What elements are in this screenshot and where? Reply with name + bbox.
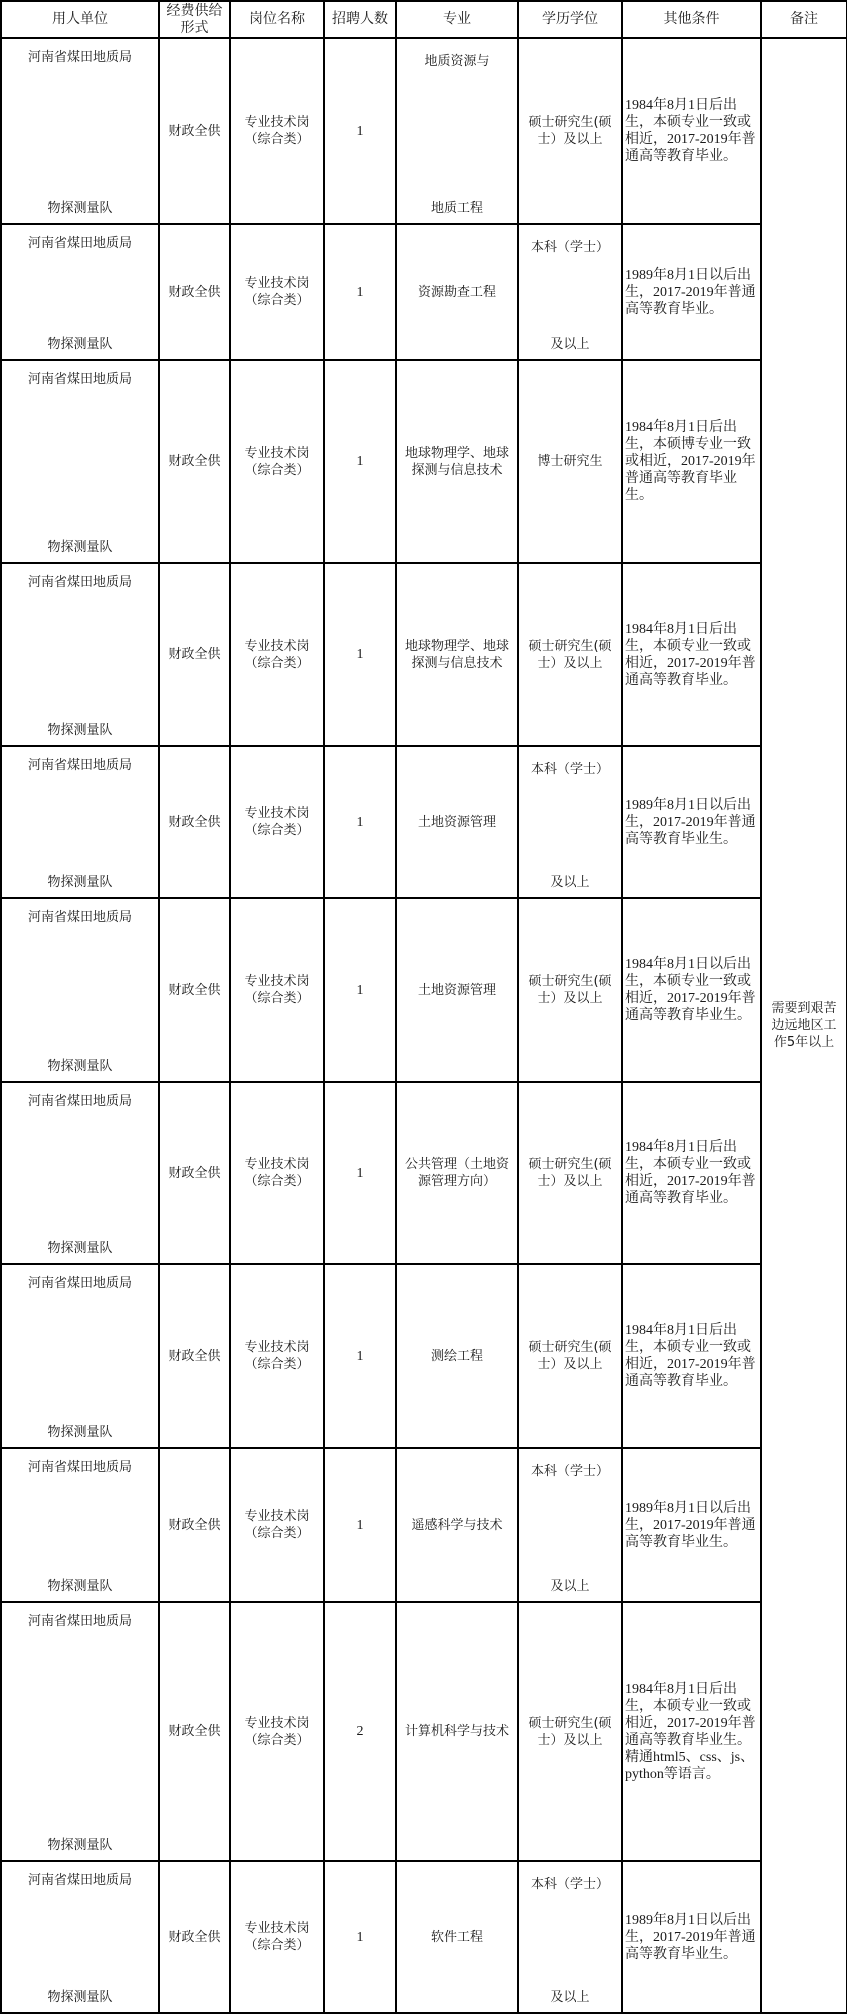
conditions-cell: 1989年8月1日以后出生，2017-2019年普通高等教育毕业生。 [622,1861,761,2013]
funding-cell: 财政全供 [159,38,230,224]
degree-cell [518,898,622,1082]
unit-name: 河南省煤田地质局 [27,372,132,387]
unit-name: 河南省煤田地质局 [27,1873,132,1888]
count-cell: 1 [324,1448,396,1602]
degree-text: 本科（学士） [530,1464,609,1479]
header-count: 招聘人数 [324,1,396,38]
major-text: 软件工程 [430,1929,483,1945]
unit-team: 物探测量队 [47,1241,113,1256]
unit-team: 物探测量队 [47,875,113,890]
count-cell: 1 [324,1082,396,1264]
major-cell [396,1082,518,1264]
degree-text: 硕士研究生(硕士）及以上 [528,1157,612,1189]
unit-cell [1,1264,159,1448]
unit-name: 河南省煤田地质局 [27,1460,132,1475]
unit-cell [1,563,159,746]
table-row [1,746,847,898]
major-text: 资源勘查工程 [417,284,496,300]
count-cell: 1 [324,38,396,224]
count-cell: 1 [324,224,396,360]
degree-text: 本科（学士） [530,1877,609,1892]
position-cell: 专业技术岗（综合类） [230,224,324,360]
degree-text-2: 及以上 [550,875,590,890]
unit-team: 物探测量队 [47,1059,113,1074]
degree-text: 本科（学士） [530,762,609,777]
count-cell: 1 [324,360,396,563]
degree-text: 本科（学士） [530,240,609,255]
funding-cell: 财政全供 [159,1264,230,1448]
unit-team: 物探测量队 [47,1990,113,2005]
conditions-cell: 1989年8月1日以后出生，2017-2019年普通高等教育毕业生。 [622,1448,761,1602]
header-funding: 经费供给形式 [159,1,230,38]
degree-text-2: 及以上 [550,1990,590,2005]
count-cell: 1 [324,1861,396,2013]
conditions-cell: 1984年8月1日后出生，本硕专业一致或相近，2017-2019年普通高等教育毕业生。精通html5、css、js、python等语言。 [622,1602,761,1861]
major-cell [396,1861,518,2013]
unit-name: 河南省煤田地质局 [27,575,132,590]
position-cell: 专业技术岗（综合类） [230,563,324,746]
major-cell [396,898,518,1082]
table-row [1,224,847,360]
funding-cell: 财政全供 [159,360,230,563]
major-cell [396,1264,518,1448]
table-row [1,1861,847,2013]
funding-cell: 财政全供 [159,898,230,1082]
degree-text: 硕士研究生(硕士）及以上 [528,638,612,671]
degree-cell [518,1602,622,1861]
major-cell [396,224,518,360]
table-row [1,38,847,224]
unit-cell [1,1861,159,2013]
major-text: 计算机科学与技术 [404,1724,509,1739]
header-position: 岗位名称 [230,1,324,38]
major-text: 地质资源与 [424,54,490,69]
degree-text-2: 及以上 [550,1579,590,1594]
count-cell: 1 [324,1264,396,1448]
table-row [1,563,847,746]
major-text: 土地资源管理 [417,982,496,998]
funding-cell: 财政全供 [159,563,230,746]
position-cell: 专业技术岗（综合类） [230,1861,324,2013]
degree-text: 硕士研究生(硕士）及以上 [528,974,612,1006]
unit-team: 物探测量队 [47,540,113,555]
remark-cell: 需要到艰苦边远地区工作5年以上 [761,38,847,2013]
header-conditions: 其他条件 [622,1,761,38]
table-row [1,898,847,1082]
major-cell [396,1602,518,1861]
major-cell [396,38,518,224]
unit-cell [1,360,159,563]
conditions-cell: 1984年8月1日以后出生，本硕专业一致或相近，2017-2019年普通高等教育毕业生。 [622,898,761,1082]
unit-name: 河南省煤田地质局 [27,1094,132,1109]
conditions-cell: 1989年8月1日以后出生，2017-2019年普通高等教育毕业。 [622,224,761,360]
position-cell: 专业技术岗（综合类） [230,1448,324,1602]
header-remark: 备注 [761,1,847,38]
degree-cell [518,1448,622,1602]
header-row [1,1,847,38]
unit-cell [1,1602,159,1861]
funding-cell: 财政全供 [159,224,230,360]
conditions-cell: 1984年8月1日后出生，本硕专业一致或相近，2017-2019年普通高等教育毕业。 [622,1082,761,1264]
count-cell: 1 [324,898,396,1082]
position-cell: 专业技术岗（综合类） [230,1082,324,1264]
major-cell [396,360,518,563]
degree-cell [518,746,622,898]
major-text-2: 地质工程 [430,201,483,216]
unit-name: 河南省煤田地质局 [27,236,132,251]
unit-team: 物探测量队 [47,337,113,352]
conditions-cell: 1984年8月1日后出生，本硕专业一致或相近，2017-2019年普通高等教育毕业。 [622,1264,761,1448]
position-cell: 专业技术岗（综合类） [230,1264,324,1448]
degree-cell [518,563,622,746]
table-row [1,1264,847,1448]
funding-cell: 财政全供 [159,1082,230,1264]
position-cell: 专业技术岗（综合类） [230,38,324,224]
unit-team: 物探测量队 [47,1425,113,1440]
degree-text: 博士研究生 [537,454,603,469]
table-row [1,1602,847,1861]
unit-cell [1,746,159,898]
position-cell: 专业技术岗（综合类） [230,1602,324,1861]
count-cell: 1 [324,563,396,746]
major-cell [396,563,518,746]
unit-cell [1,38,159,224]
major-text: 遥感科学与技术 [411,1517,503,1533]
unit-name: 河南省煤田地质局 [27,758,132,773]
degree-text: 硕士研究生(硕士）及以上 [528,115,612,147]
major-text: 测绘工程 [430,1348,483,1364]
position-cell: 专业技术岗（综合类） [230,898,324,1082]
major-cell [396,746,518,898]
degree-cell [518,1861,622,2013]
degree-cell [518,38,622,224]
unit-team: 物探测量队 [47,723,113,738]
header-degree: 学历学位 [518,1,622,38]
table-row [1,360,847,563]
conditions-cell: 1984年8月1日后出生，本硕专业一致或相近，2017-2019年普通高等教育毕业。 [622,563,761,746]
degree-text: 硕士研究生(硕士）及以上 [528,1340,612,1372]
unit-cell [1,224,159,360]
unit-cell [1,898,159,1082]
funding-cell: 财政全供 [159,746,230,898]
degree-cell [518,1264,622,1448]
major-cell [396,1448,518,1602]
degree-text: 硕士研究生(硕士）及以上 [528,1715,612,1748]
major-text: 地球物理学、地球探测与信息技术 [404,638,509,671]
count-cell: 1 [324,746,396,898]
funding-cell: 财政全供 [159,1861,230,2013]
degree-text-2: 及以上 [550,337,590,352]
degree-cell [518,224,622,360]
unit-name: 河南省煤田地质局 [27,1614,132,1629]
funding-cell: 财政全供 [159,1602,230,1861]
funding-cell: 财政全供 [159,1448,230,1602]
degree-cell [518,1082,622,1264]
unit-name: 河南省煤田地质局 [27,50,132,65]
header-unit: 用人单位 [1,1,159,38]
unit-cell [1,1082,159,1264]
major-text: 土地资源管理 [417,814,496,830]
major-text: 公共管理（土地资源管理方向） [404,1157,509,1189]
conditions-cell: 1984年8月1日后出生，本硕博专业一致或相近，2017-2019年普通高等教育毕业生。 [622,360,761,563]
unit-name: 河南省煤田地质局 [27,910,132,925]
unit-team: 物探测量队 [47,201,113,216]
unit-team: 物探测量队 [47,1838,113,1853]
position-cell: 专业技术岗（综合类） [230,746,324,898]
header-major: 专业 [396,1,518,38]
degree-cell [518,360,622,563]
unit-cell [1,1448,159,1602]
unit-team: 物探测量队 [47,1579,113,1594]
conditions-cell: 1984年8月1日后出生，本硕专业一致或相近，2017-2019年普通高等教育毕业。 [622,38,761,224]
count-cell: 2 [324,1602,396,1861]
table-row [1,1448,847,1602]
unit-name: 河南省煤田地质局 [27,1276,132,1291]
table-row [1,1082,847,1264]
major-text: 地球物理学、地球探测与信息技术 [404,445,509,478]
conditions-cell: 1989年8月1日以后出生，2017-2019年普通高等教育毕业生。 [622,746,761,898]
position-cell: 专业技术岗（综合类） [230,360,324,563]
